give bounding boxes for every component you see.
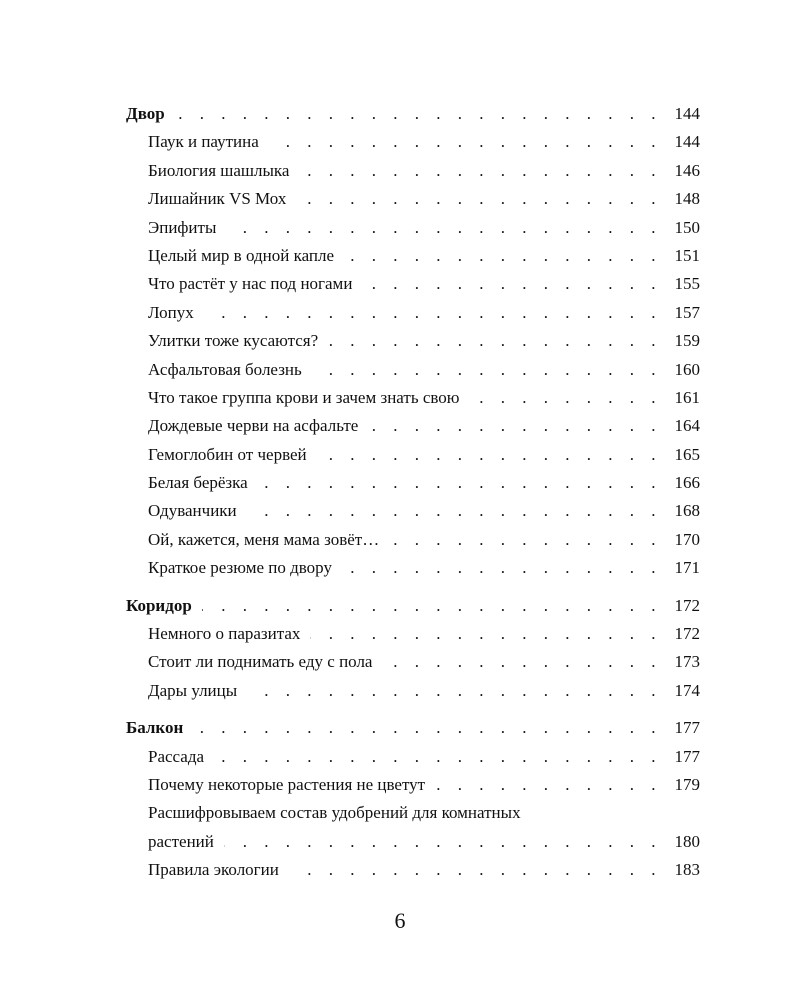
dot-leader (310, 620, 662, 648)
entry-title: Дары улицы (148, 680, 238, 700)
page-number: 161 (674, 387, 700, 407)
dot-leader (214, 743, 662, 771)
toc-entry[interactable] (126, 441, 700, 469)
page-number: 177 (674, 718, 700, 738)
page-number: 165 (674, 444, 700, 464)
entry-title: Одуванчики (148, 501, 237, 521)
page-number: 148 (674, 189, 700, 209)
page-number: 159 (674, 331, 700, 351)
entry-title: Гемоглобин от червей (148, 444, 307, 464)
dot-leader (296, 185, 662, 213)
entry-title: Лопух (148, 302, 194, 322)
toc-chapter-dvor[interactable] (126, 100, 700, 128)
entry-title: Правила экологии (148, 860, 279, 880)
dot-leader (202, 592, 662, 620)
dot-leader (368, 412, 662, 440)
page-number: 144 (674, 132, 700, 152)
dot-leader (226, 214, 662, 242)
dot-leader (247, 497, 662, 525)
page-number: 164 (674, 416, 700, 436)
entry-title: Целый мир в одной капле (148, 245, 335, 265)
toc-entry[interactable] (126, 677, 700, 705)
toc-entry[interactable] (126, 469, 700, 497)
entry-title: Лишайник VS Мох (148, 189, 287, 209)
entry-title: Улитки тоже кусаются? (148, 331, 319, 351)
toc-entry[interactable] (126, 648, 700, 676)
chapter-title: Балкон (126, 718, 184, 738)
page-number: 157 (674, 302, 700, 322)
page-number: 177 (674, 746, 700, 766)
entry-title: Дождевые черви на асфальте (148, 416, 359, 436)
entry-title: Что такое группа крови и зачем знать свою (148, 387, 460, 407)
page-number: 170 (674, 529, 700, 549)
dot-leader (247, 677, 662, 705)
dot-leader (317, 441, 662, 469)
page-number: 172 (674, 595, 700, 615)
entry-title: Рассада (148, 746, 205, 766)
toc-entry[interactable] (126, 242, 700, 270)
dot-leader (269, 128, 662, 156)
toc-entry[interactable] (126, 128, 700, 156)
toc-entry[interactable] (126, 856, 700, 884)
page-number: 146 (674, 160, 700, 180)
entry-title: Белая берёзка (148, 473, 248, 493)
page-folio-number: 6 (394, 908, 406, 933)
toc-entry[interactable] (126, 214, 700, 242)
dot-leader (175, 100, 662, 128)
table-of-contents (126, 100, 700, 885)
dot-leader (258, 469, 662, 497)
page-number: 172 (674, 624, 700, 644)
entry-title: Краткое резюме по двору (148, 558, 332, 578)
page-number: 171 (674, 558, 700, 578)
entry-title: Что растёт у нас под ногами (148, 274, 353, 294)
entry-title: Ой, кажется, меня мама зовёт… (148, 529, 380, 549)
dot-leader (289, 856, 662, 884)
dot-leader (362, 270, 662, 298)
page-number: 183 (674, 860, 700, 880)
dot-leader (224, 828, 662, 856)
page-number: 160 (674, 359, 700, 379)
dot-leader (193, 714, 662, 742)
dot-leader (204, 299, 662, 327)
toc-entry[interactable] (126, 157, 700, 185)
page-number: 173 (674, 652, 700, 672)
page-number: 150 (674, 217, 700, 237)
toc-entry[interactable] (126, 828, 700, 856)
dot-leader (328, 327, 662, 355)
toc-chapter-balkon[interactable] (126, 714, 700, 742)
dot-leader (344, 242, 662, 270)
entry-title: Биология шашлыка (148, 160, 290, 180)
page-number: 174 (674, 680, 700, 700)
entry-title: Эпифиты (148, 217, 217, 237)
toc-entry[interactable] (126, 412, 700, 440)
toc-entry[interactable] (126, 620, 700, 648)
toc-chapter-koridor[interactable] (126, 592, 700, 620)
page-number: 179 (674, 774, 700, 794)
toc-entry[interactable] (126, 299, 700, 327)
toc-entry[interactable] (126, 327, 700, 355)
page-number: 151 (674, 245, 700, 265)
entry-title: Паук и паутина (148, 132, 259, 152)
page-number: 168 (674, 501, 700, 521)
dot-leader (312, 356, 662, 384)
dot-leader (382, 648, 662, 676)
page-number: 180 (674, 831, 700, 851)
chapter-title: Двор (126, 104, 165, 123)
dot-leader (389, 526, 662, 554)
toc-entry[interactable] (126, 497, 700, 525)
entry-title: растений (148, 831, 214, 851)
chapter-title: Коридор (126, 595, 192, 615)
entry-title: Стоит ли поднимать еду с пола (148, 652, 373, 672)
entry-title-line1[interactable]: Расшифровываем состав удобрений для комнатных (148, 803, 521, 823)
entry-title: Немного о паразитах (148, 624, 301, 644)
page-number: 155 (674, 274, 700, 294)
toc-entry[interactable] (126, 185, 700, 213)
entry-title: Асфальтовая болезнь (148, 359, 302, 379)
entry-title: Почему некоторые растения не цветут (148, 774, 426, 794)
toc-entry[interactable] (126, 526, 700, 554)
toc-entry[interactable] (126, 356, 700, 384)
toc-entry[interactable] (126, 771, 700, 799)
dot-leader (470, 384, 663, 412)
toc-entry[interactable] (126, 384, 700, 412)
page-number: 166 (674, 473, 700, 493)
dot-leader (342, 554, 662, 582)
toc-entry[interactable] (126, 270, 700, 298)
page-number: 144 (674, 104, 700, 123)
dot-leader (435, 771, 662, 799)
toc-entry[interactable] (126, 743, 700, 771)
toc-entry[interactable] (126, 554, 700, 582)
dot-leader (299, 157, 662, 185)
